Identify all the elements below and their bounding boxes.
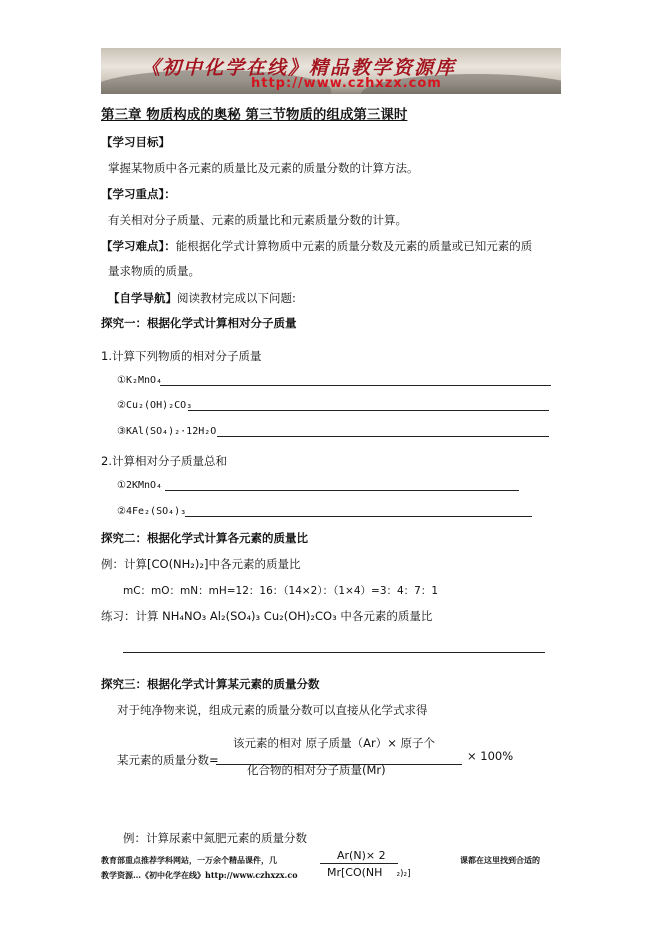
answer-line-practice[interactable] xyxy=(123,652,545,653)
focus-text: 有关相对分子质量、元素的质量比和元素质量分数的计算。 xyxy=(108,213,407,227)
explore-3-heading: 探究三：根据化学式计算某元素的质量分数 xyxy=(101,677,320,691)
q1-item-3: ③KAl(SO₄)₂·12H₂O xyxy=(117,426,217,437)
question-1: 1.计算下列物质的相对分子质量 xyxy=(101,349,262,363)
guide-row xyxy=(108,290,296,306)
fraction-2-denominator xyxy=(327,866,411,879)
goal-text: 掌握某物质中各元素的质量比及元素的质量分数的计算方法。 xyxy=(108,161,419,175)
fraction-2-numerator: Ar(N)× 2 xyxy=(337,849,386,862)
example-label: 例：计算[CO(NH₂)₂]中各元素的质量比 xyxy=(101,557,301,571)
banner-url[interactable]: http://www.czhxzx.com xyxy=(251,76,442,91)
q2-item-2: ②4Fe₂(SO₄)₃ xyxy=(117,506,187,517)
example-3-text: 例：计算尿素中氮肥元素的质量分数 xyxy=(123,831,307,845)
answer-line-q1-2[interactable] xyxy=(188,410,549,411)
fraction-2-den-main: Mr[CO(NH xyxy=(327,866,383,879)
answer-line-q2-1[interactable] xyxy=(165,490,519,491)
footer-left-line-2[interactable]: 教学资源…《初中化学在线》http://www.czhxzx.co xyxy=(101,870,298,880)
formula-numerator: 该元素的相对 原子质量（Ar）× 原子个 xyxy=(233,736,436,750)
explore-1-heading: 探究一：根据化学式计算相对分子质量 xyxy=(101,316,297,330)
fraction-2-bar xyxy=(320,863,398,864)
focus-label: 【学习重点】： xyxy=(101,187,176,201)
formula-denominator: 化合物的相对分子质量(Mr) xyxy=(247,763,386,777)
footer-right: 课都在这里找到合适的 xyxy=(460,855,540,865)
answer-line-q2-2[interactable] xyxy=(185,516,532,517)
guide-text: 阅读教材完成以下问题: xyxy=(177,291,296,305)
header-banner xyxy=(101,48,561,94)
fraction-2-den-tail: ₂)₂] xyxy=(396,869,411,879)
practice-text: 练习：计算 NH₄NO₃ Al₂(SO₄)₃ Cu₂(OH)₂CO₃ 中各元素的质量比 xyxy=(101,609,433,623)
difficulty-label: 【学习难点】： xyxy=(101,239,176,253)
footer-left-line-1: 教育部重点推荐学科网站，一万余个精品课件，几 xyxy=(101,855,277,865)
banner-title: 《初中化学在线》精品教学资源库 xyxy=(141,57,457,79)
answer-line-q1-3[interactable] xyxy=(217,436,549,437)
intro-text: 对于纯净物来说，组成元素的质量分数可以直接从化学式求得 xyxy=(117,703,428,717)
page-title: 第三章 物质构成的奥秘 第三节物质的组成第三课时 xyxy=(101,107,408,123)
formula-lhs: 某元素的质量分数= xyxy=(117,753,219,767)
difficulty-row xyxy=(101,238,532,254)
goal-label: 【学习目标】 xyxy=(101,135,170,149)
guide-label: 【自学导航】 xyxy=(108,291,177,305)
q2-item-1: ①2KMnO₄ xyxy=(117,480,163,491)
q1-item-1: ①K₂MnO₄ xyxy=(117,375,163,386)
example-answer: mC：mO：mN：mH=12：16：（14×2）：（1×4）=3：4：7：1 xyxy=(123,585,439,597)
explore-2-heading: 探究二：根据化学式计算各元素的质量比 xyxy=(101,531,308,545)
formula-percent: × 100% xyxy=(467,749,514,763)
difficulty-text-1: 能根据化学式计算物质中元素的质量分数及元素的质量或已知元素的质 xyxy=(175,239,533,253)
answer-line-q1-1[interactable] xyxy=(160,385,551,386)
q1-item-2: ②Cu₂(OH)₂CO₃ xyxy=(117,400,193,411)
question-2: 2.计算相对分子质量总和 xyxy=(101,454,227,468)
difficulty-text-2: 量求物质的质量。 xyxy=(108,264,200,278)
